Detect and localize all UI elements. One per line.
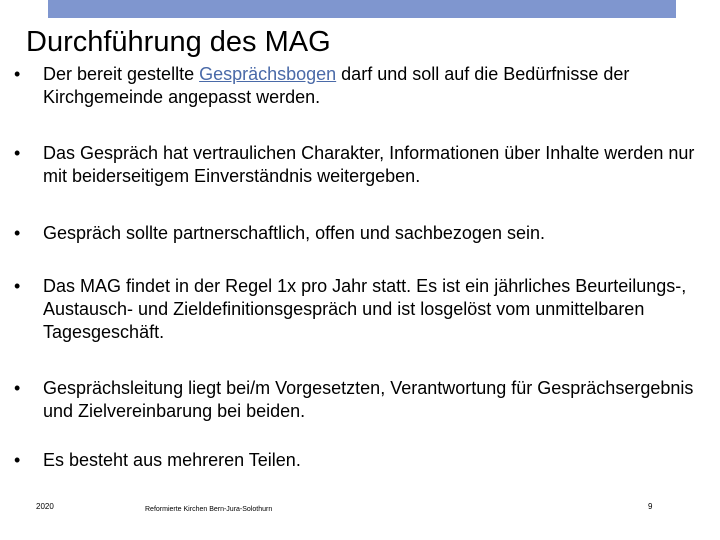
bullet-item <box>14 449 704 472</box>
bullet-dot: • <box>14 276 21 296</box>
bullet-item <box>14 377 704 423</box>
bullet-dot: • <box>14 223 21 243</box>
bullet-item <box>14 222 704 245</box>
bullet-text: Gespräch sollte partnerschaftlich, offen und sachbezogen sein. <box>43 223 545 243</box>
bullet-item <box>14 142 704 188</box>
footer-year: 2020 <box>36 502 54 511</box>
bullet-item <box>14 275 704 344</box>
bullet-dot: • <box>14 64 21 84</box>
questionnaire-link[interactable]: Gesprächsbogen <box>199 64 337 84</box>
footer-organization: Reformierte Kirchen Bern-Jura-Solothurn <box>145 506 273 513</box>
bullet-text: Das Gespräch hat vertraulichen Charakter, Informationen über Inhalte werden nur mit beiderseitigem Einverständnis weitergeben. <box>43 143 695 186</box>
bullet-text: Der bereit gestellte Gesprächsbogen darf und soll auf die Bedürfnisse der Kirchgemeinde angepasst werden. <box>43 64 630 107</box>
bullet-item <box>14 63 704 109</box>
bullet-dot: • <box>14 378 21 398</box>
page-number: 9 <box>648 502 653 511</box>
bullet-text: Gesprächsleitung liegt bei/m Vorgesetzten, Verantwortung für Gesprächsergebnis und Zielvereinbarung bei beiden. <box>43 378 694 421</box>
bullet-dot: • <box>14 143 21 163</box>
bullet-text: Das MAG findet in der Regel 1x pro Jahr statt. Es ist ein jährliches Beurteilungs-, Austausch- und Zieldefinitionsgespräch und ist losgelöst vom unmittelbaren Tagesgeschäft. <box>43 276 687 342</box>
slide-title: Durchführung des MAG <box>26 26 331 58</box>
bullet-dot: • <box>14 450 21 470</box>
bullet-text: Es besteht aus mehreren Teilen. <box>43 450 301 470</box>
